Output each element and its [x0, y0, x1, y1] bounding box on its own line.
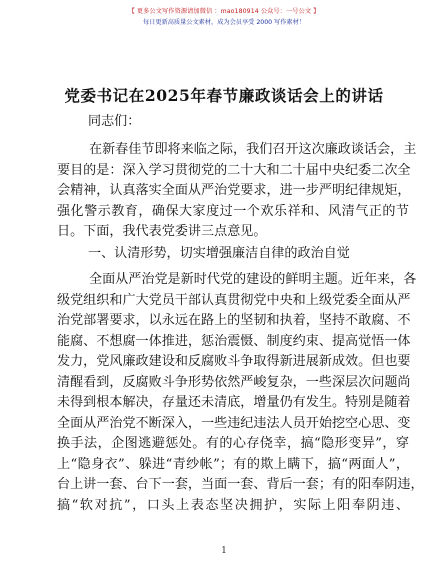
header-banner-line2: 每日更新高质量公文素材，成为会员享受 2000 写作素材！ — [143, 19, 305, 26]
paragraph-line: 要目的是：深入学习贯彻党的二十大和二十届中央纪委二次全 — [57, 162, 411, 178]
paragraph-line: 台上讲一套、台下一套，当面一套、背后一套；有的阳奉阴违， — [57, 477, 424, 492]
paragraph-line: 搞“软对抗”，口头上表态坚决拥护，实际上阳奉阴违、 — [57, 497, 409, 513]
paragraph-line: 全面从严治党不断深入，一些违纪违法人员开始挖空心思、变 — [57, 415, 411, 431]
paragraph-line: 在新春佳节即将来临之际，我们召开这次廉政谈话会，主 — [89, 142, 417, 157]
paragraph-line: 未得到根本解决，存量还未清底，增量仍有发生。特别是随着 — [57, 395, 411, 410]
greeting: 同志们： — [88, 114, 141, 129]
paragraph-line: 清醒看到，反腐败斗争形势依然严峻复杂，一些深层次问题尚 — [57, 374, 411, 390]
paragraph-line: 发力，党风廉政建设和反腐败斗争取得新进展新成效。但也要 — [57, 354, 411, 369]
section-heading: 一、认清形势，切实增强廉洁自律的政治自觉 — [88, 246, 350, 261]
paragraph-line: 上“隐身衣”、躲进“青纱帐”；有的欺上瞒下，搞“两面人”， — [57, 456, 409, 472]
paragraph-2 — [57, 270, 424, 516]
document-title: 党委书记在2025年春节廉政谈话会上的讲话 — [64, 86, 384, 105]
paragraph-line: 日。下面，我代表党委讲三点意见。 — [57, 224, 267, 239]
header-banner-line1: 【 更多公文写作资源请加微信 ：mao180914 公众号：一号公文 】 — [128, 8, 320, 15]
paragraph-1 — [57, 140, 417, 243]
paragraph-line: 能腐、不想腐一体推进，惩治震慑、制度约束、提高觉悟一体 — [57, 333, 411, 349]
paragraph-line: 强化警示教育，确保大家度过一个欢乐祥和、风清气正的节 — [57, 203, 409, 219]
paragraph-line: 级党组织和广大党员干部认真贯彻党中央和上级党委全面从严 — [57, 292, 411, 308]
page-number: 1 — [221, 546, 227, 556]
paragraph-line: 治党部署要求，以永远在路上的坚韧和执着，坚持不敢腐、不 — [57, 313, 411, 328]
paragraph-line: 换手法，企图逃避惩处。有的心存侥幸，搞“隐形变异”，穿 — [57, 436, 409, 451]
paragraph-line: 全面从严治党是新时代党的建设的鲜明主题。近年来，各 — [89, 272, 417, 287]
paragraph-line: 会精神，认真落实全面从严治党要求，进一步严明纪律规矩， — [57, 183, 411, 198]
